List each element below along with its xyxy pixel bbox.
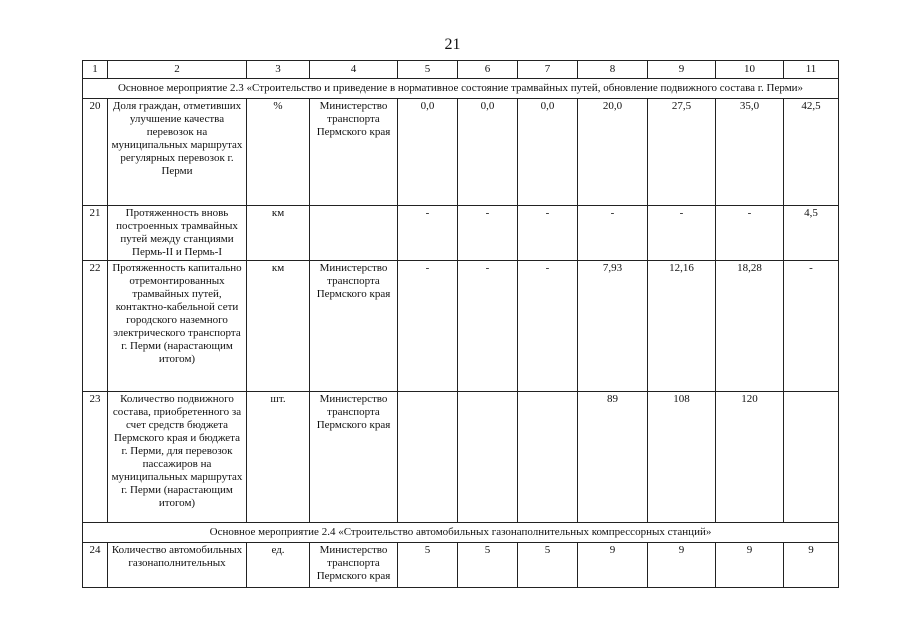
row-number: 22 [83,261,108,392]
organization-cell: Министерство транспорта Пермского края [310,99,398,206]
organization-cell: Министерство транспорта Пермского края [310,261,398,392]
value-cell [518,392,578,523]
header-cell: 2 [108,61,247,79]
indicator-name: Протяженность вновь построенных трамвайных путей между станциями Пермь-II и Пермь-I [108,206,247,261]
row-number: 20 [83,99,108,206]
header-cell: 6 [458,61,518,79]
organization-cell: Министерство транспорта Пермского края [310,392,398,523]
value-cell: 12,16 [648,261,716,392]
header-cell: 1 [83,61,108,79]
header-cell: 7 [518,61,578,79]
value-cell: 42,5 [784,99,839,206]
value-cell: 0,0 [518,99,578,206]
unit-cell: км [247,261,310,392]
value-cell: 5 [458,543,518,588]
indicator-name: Протяженность капитально отремонтированных трамвайных путей, контактно-кабельной сети городского наземного электрического транспорта г. Перми (нарастающим итогом) [108,261,247,392]
section-row [83,79,839,99]
value-cell: - [578,206,648,261]
value-cell: - [518,261,578,392]
page-number: 21 [444,36,461,53]
value-cell: - [518,206,578,261]
header-cell: 8 [578,61,648,79]
value-cell: 0,0 [458,99,518,206]
table-row [83,261,839,392]
value-cell [398,392,458,523]
row-number: 23 [83,392,108,523]
table-row [83,543,839,588]
organization-cell: Министерство транспорта Пермского края [310,543,398,588]
value-cell: 9 [648,543,716,588]
value-cell: - [398,206,458,261]
section-title: Основное мероприятие 2.3 «Строительство и приведение в нормативное состояние трамвайных путей, обновление подвижного состава г. Перми» [83,79,839,99]
unit-cell: ед. [247,543,310,588]
value-cell: - [458,261,518,392]
value-cell: 5 [518,543,578,588]
value-cell: - [648,206,716,261]
value-cell: 35,0 [716,99,784,206]
indicators-table [82,60,839,588]
header-cell: 4 [310,61,398,79]
section-row [83,523,839,543]
value-cell: 9 [784,543,839,588]
header-cell: 11 [784,61,839,79]
value-cell: 89 [578,392,648,523]
value-cell: 27,5 [648,99,716,206]
value-cell: 9 [578,543,648,588]
indicator-name: Доля граждан, отметивших улучшение качества перевозок на муниципальных маршрутах регулярных перевозок г. Перми [108,99,247,206]
value-cell: - [458,206,518,261]
table-row [83,206,839,261]
header-row [83,61,839,79]
value-cell: - [784,261,839,392]
organization-cell [310,206,398,261]
header-cell: 9 [648,61,716,79]
row-number: 24 [83,543,108,588]
value-cell [784,392,839,523]
table-row [83,392,839,523]
unit-cell: % [247,99,310,206]
header-cell: 3 [247,61,310,79]
value-cell: 9 [716,543,784,588]
row-number: 21 [83,206,108,261]
header-cell: 10 [716,61,784,79]
value-cell [458,392,518,523]
section-title: Основное мероприятие 2.4 «Строительство автомобильных газонаполнительных компрессорных станций» [83,523,839,543]
value-cell: 108 [648,392,716,523]
value-cell: - [716,206,784,261]
value-cell: 7,93 [578,261,648,392]
header-cell: 5 [398,61,458,79]
value-cell: - [398,261,458,392]
value-cell: 0,0 [398,99,458,206]
value-cell: 4,5 [784,206,839,261]
table-row [83,99,839,206]
value-cell: 120 [716,392,784,523]
unit-cell: шт. [247,392,310,523]
value-cell: 18,28 [716,261,784,392]
unit-cell: км [247,206,310,261]
value-cell: 5 [398,543,458,588]
value-cell: 20,0 [578,99,648,206]
indicator-name: Количество автомобильных газонаполнительных [108,543,247,588]
indicator-name: Количество подвижного состава, приобретенного за счет средств бюджета Пермского края и бюджета г. Перми, для перевозок пассажиров на муниципальных маршрутах г. Перми (нарастающим итогом) [108,392,247,523]
